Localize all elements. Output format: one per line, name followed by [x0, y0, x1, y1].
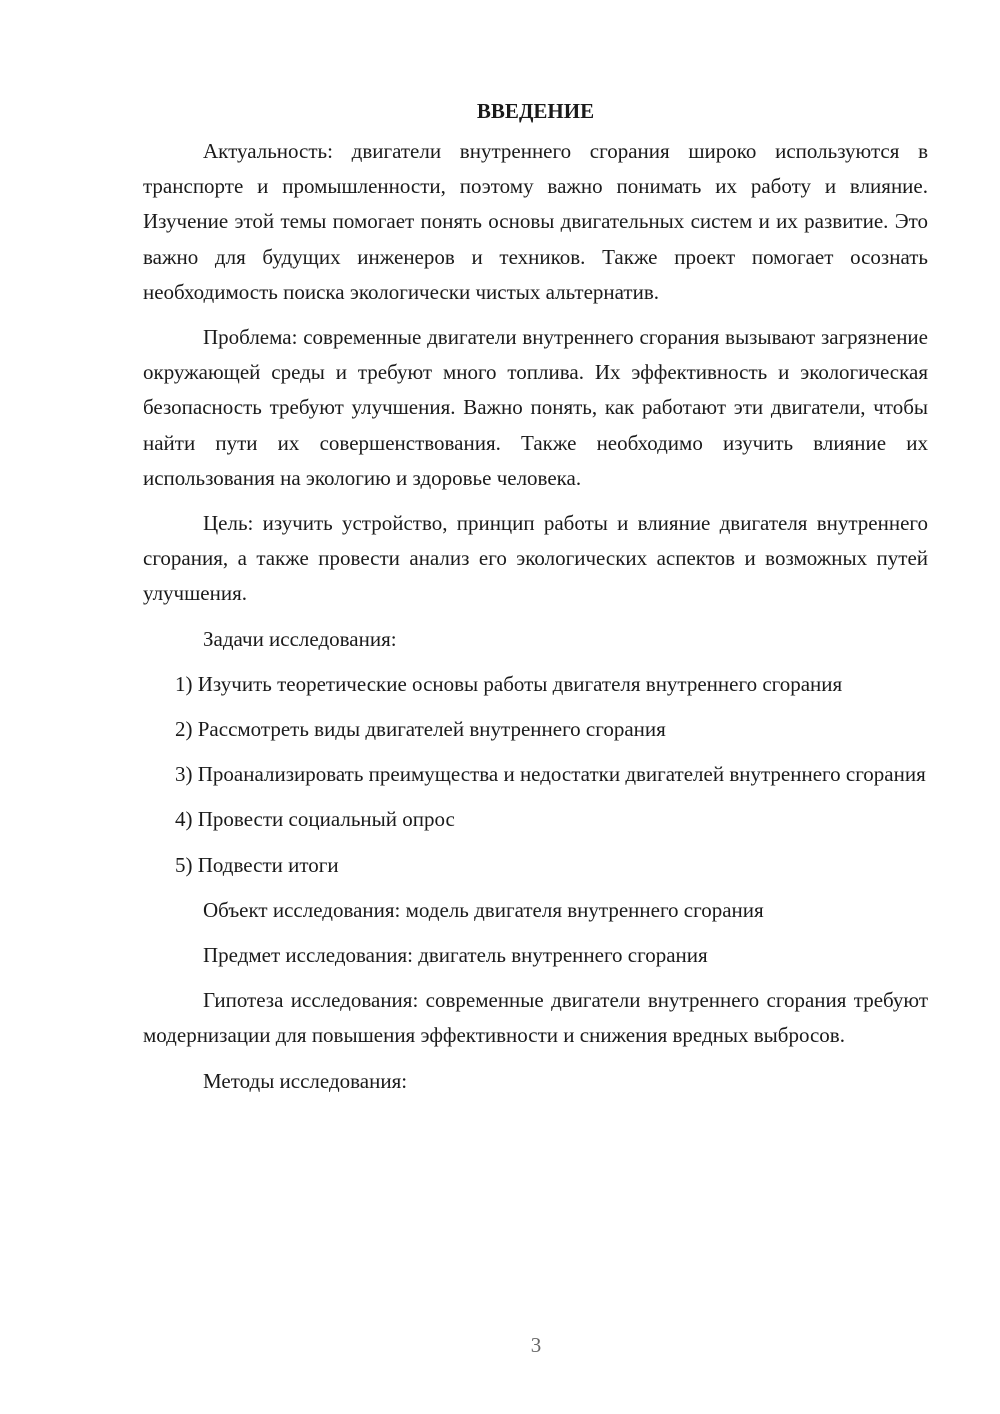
task-item-2: 2) Рассмотреть виды двигателей внутреннего сгорания	[175, 717, 666, 742]
paragraph-problem: Проблема: современные двигатели внутреннего сгорания вызывают загрязнение окружающей среды и требуют много топлива. Их эффективность и экологическая безопасность требуют улучшения. Важно понять, как работают эти двигатели, чтобы найти пути их совершенствования. Также необходимо изучить влияние их использования на экологию и здоровье человека.	[143, 325, 928, 490]
paragraph-methods: Методы исследования:	[203, 1068, 408, 1093]
task-item-4: 4) Провести социальный опрос	[175, 807, 455, 832]
task-item-5: 5) Подвести итоги	[175, 852, 339, 877]
page-title: ВВЕДЕНИЕ	[476, 99, 595, 123]
paragraph-subject: Предмет исследования: двигатель внутреннего сгорания	[203, 943, 708, 968]
task-item-1: 1) Изучить теоретические основы работы двигателя внутреннего сгорания	[175, 671, 843, 696]
page-number: 3	[530, 1333, 542, 1357]
document-page	[143, 94, 928, 1109]
paragraph-tasks-heading: Задачи исследования:	[203, 626, 397, 651]
paragraph-object: Объект исследования: модель двигателя внутреннего сгорания	[203, 897, 764, 922]
paragraph-hypothesis: Гипотеза исследования: современные двигатели внутреннего сгорания требуют модернизации для повышения эффективности и снижения вредных выбросов.	[143, 988, 928, 1048]
paragraph-goal: Цель: изучить устройство, принцип работы и влияние двигателя внутреннего сгорания, а также провести анализ его экологических аспектов и возможных путей улучшения.	[143, 511, 928, 606]
task-item-3: 3) Проанализировать преимущества и недостатки двигателей внутреннего сгорания	[175, 762, 926, 787]
paragraph-relevance: Актуальность: двигатели внутреннего сгорания широко используются в транспорте и промышленности, поэтому важно понимать их работу и влияние. Изучение этой темы помогает понять основы двигательных систем и их развитие. Это важно для будущих инженеров и техников. Также проект помогает осознать необходимость поиска экологически чистых альтернатив.	[143, 139, 928, 304]
